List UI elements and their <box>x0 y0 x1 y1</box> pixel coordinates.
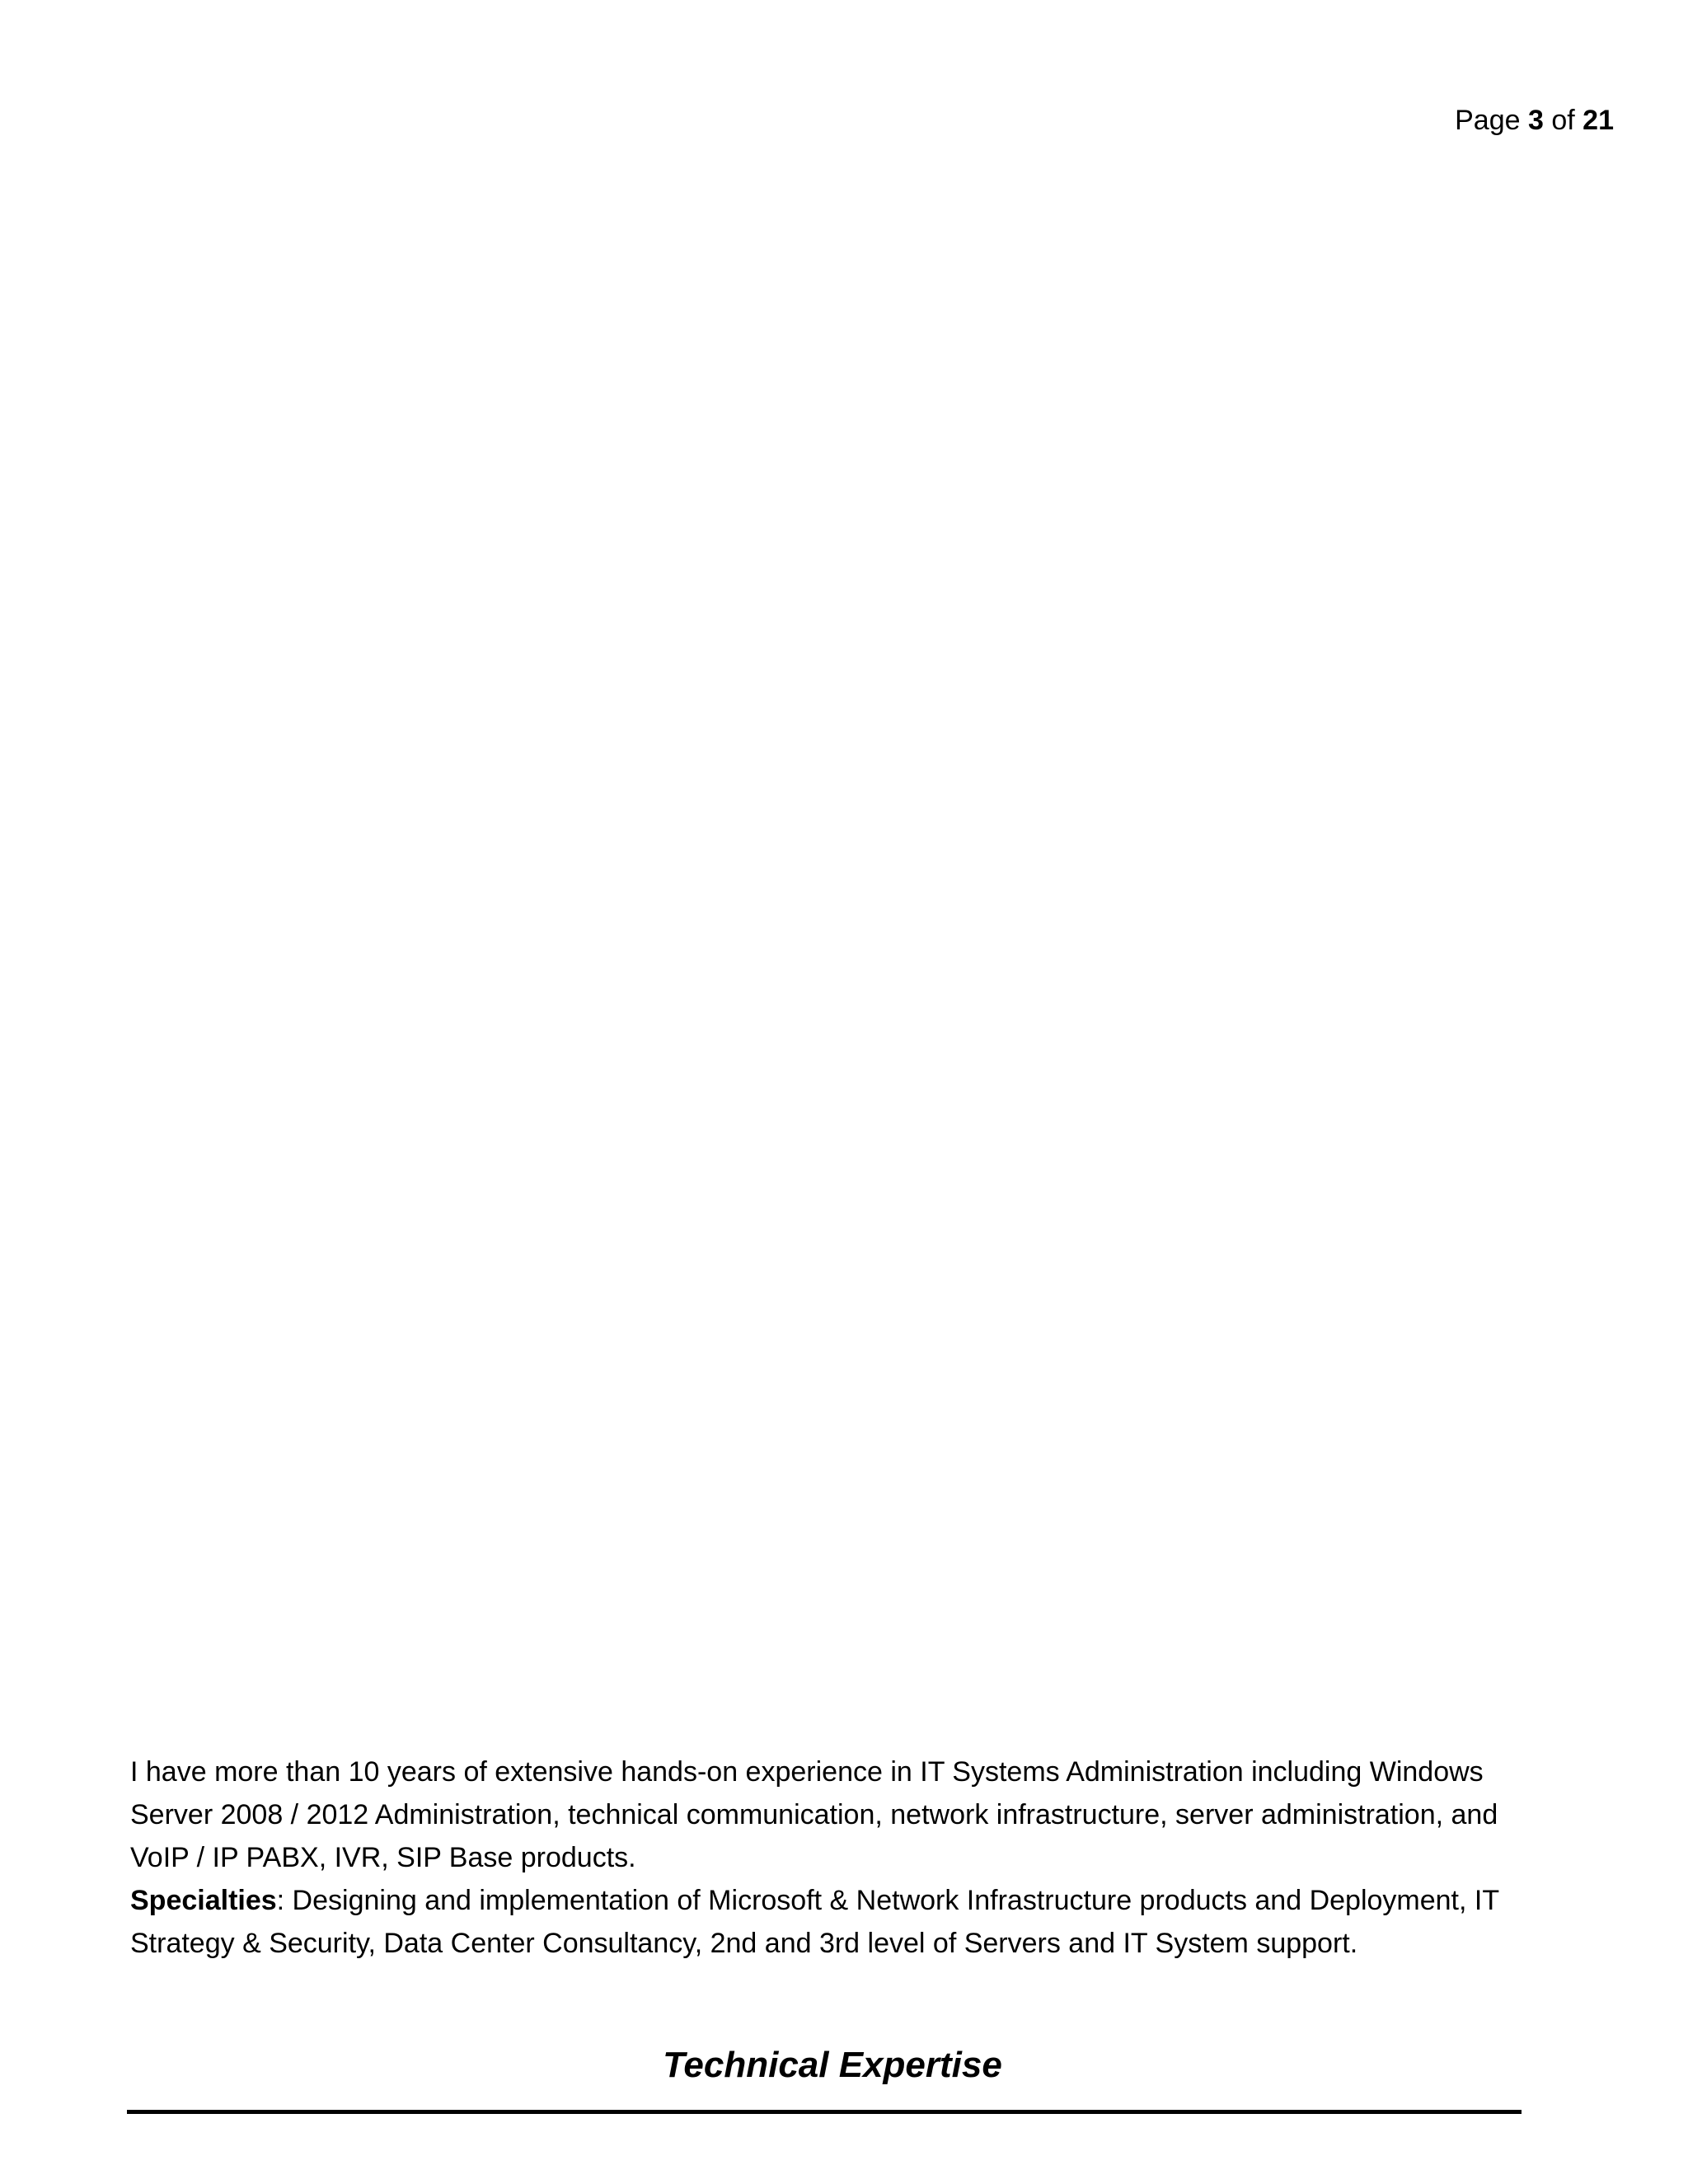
specialties-text: : Designing and implementation of Microsoft & Network Infrastructure products and Deployment, IT Strategy & Security, Data Center Consultancy, 2nd and 3rd level of Servers and IT System support. <box>130 1885 1499 1959</box>
page-prefix: Page <box>1455 105 1521 136</box>
professional-summary <box>130 1750 1531 1965</box>
specialties-label: Specialties <box>130 1885 277 1916</box>
current-page: 3 <box>1527 105 1544 136</box>
summary-paragraph: I have more than 10 years of extensive hands-on experience in IT Systems Administration including Windows Server 2008 / 2012 Administration, technical communication, network infrastructure, server administration, and VoIP / IP PABX, IVR, SIP Base products. <box>130 1756 1498 1873</box>
page-number <box>872 102 1614 138</box>
specialties-paragraph <box>130 1879 1531 1965</box>
section-title-technical-expertise: Technical Expertise <box>663 2045 1002 2085</box>
page-separator: of <box>1551 105 1575 136</box>
total-pages: 21 <box>1582 105 1614 136</box>
section-divider <box>127 2110 1522 2114</box>
